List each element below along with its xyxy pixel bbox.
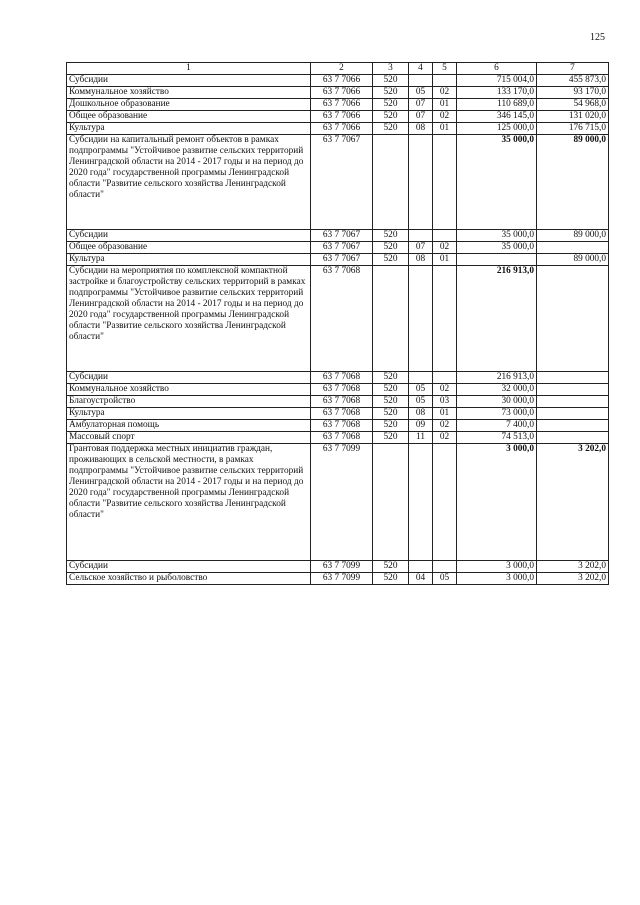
table-row <box>67 384 609 396</box>
row-value6-cell: 35 000,0 <box>457 135 537 230</box>
row-value6-cell: 346 145,0 <box>457 111 537 123</box>
row-value7-cell: 131 020,0 <box>537 111 609 123</box>
row-code-cell: 63 7 7099 <box>311 573 373 585</box>
row-code-cell: 63 7 7067 <box>311 242 373 254</box>
row-rz-cell <box>409 266 433 372</box>
row-code-cell: 63 7 7068 <box>311 420 373 432</box>
row-pr-cell <box>433 230 457 242</box>
row-rz-cell: 07 <box>409 242 433 254</box>
row-vr-cell: 520 <box>373 372 409 384</box>
row-pr-cell: 01 <box>433 408 457 420</box>
row-vr-cell: 520 <box>373 396 409 408</box>
row-value7-cell: 54 968,0 <box>537 99 609 111</box>
row-code-cell: 63 7 7066 <box>311 99 373 111</box>
row-rz-cell: 08 <box>409 254 433 266</box>
row-pr-cell: 02 <box>433 242 457 254</box>
row-value6-cell: 74 513,0 <box>457 432 537 444</box>
row-value6-cell: 216 913,0 <box>457 266 537 372</box>
row-vr-cell <box>373 444 409 561</box>
row-code-cell: 63 7 7099 <box>311 444 373 561</box>
row-rz-cell: 11 <box>409 432 433 444</box>
row-code-cell: 63 7 7068 <box>311 396 373 408</box>
table-row <box>67 432 609 444</box>
row-value6-cell <box>457 254 537 266</box>
row-code-cell: 63 7 7068 <box>311 266 373 372</box>
row-value7-cell: 455 873,0 <box>537 75 609 87</box>
row-name-cell: Субсидии на мероприятия по комплексной компактной застройке и благоустройству сельских территорий в рамках подпрограммы "Устойчивое развитие сельских территорий Ленинградской области на 2014 - 2017 годы и на период до 2020 года" государственной программы Ленинградской области "Развитие сельского хозяйства Ленинградской области" <box>67 266 311 372</box>
row-pr-cell <box>433 135 457 230</box>
row-value6-cell: 3 000,0 <box>457 561 537 573</box>
row-value7-cell: 93 170,0 <box>537 87 609 99</box>
row-code-cell: 63 7 7067 <box>311 254 373 266</box>
row-vr-cell: 520 <box>373 123 409 135</box>
row-value6-cell: 715 004,0 <box>457 75 537 87</box>
row-value6-cell: 216 913,0 <box>457 372 537 384</box>
row-value6-cell: 125 000,0 <box>457 123 537 135</box>
row-value6-cell: 73 000,0 <box>457 408 537 420</box>
table-row <box>67 444 609 561</box>
row-value6-cell: 110 689,0 <box>457 99 537 111</box>
row-name-cell: Дошкольное образование <box>67 99 311 111</box>
row-value7-cell: 3 202,0 <box>537 573 609 585</box>
table-row <box>67 99 609 111</box>
row-rz-cell: 08 <box>409 123 433 135</box>
row-rz-cell: 04 <box>409 573 433 585</box>
row-value6-cell: 3 000,0 <box>457 573 537 585</box>
row-pr-cell: 02 <box>433 420 457 432</box>
row-pr-cell: 05 <box>433 573 457 585</box>
row-value6-cell: 30 000,0 <box>457 396 537 408</box>
header-col-6: 6 <box>457 63 537 75</box>
row-vr-cell: 520 <box>373 242 409 254</box>
row-name-cell: Культура <box>67 254 311 266</box>
row-value7-cell <box>537 432 609 444</box>
row-pr-cell <box>433 75 457 87</box>
row-vr-cell: 520 <box>373 408 409 420</box>
row-value7-cell <box>537 396 609 408</box>
row-pr-cell: 02 <box>433 432 457 444</box>
row-name-cell: Субсидии на капитальный ремонт объектов в рамках подпрограммы "Устойчивое развитие сельских территорий Ленинградской области на 2014 - 2017 годы и на период до 2020 года" государственной программы Ленинградской области "Развитие сельского хозяйства Ленинградской области" <box>67 135 311 230</box>
row-value7-cell: 89 000,0 <box>537 230 609 242</box>
row-name-cell: Культура <box>67 123 311 135</box>
row-vr-cell: 520 <box>373 75 409 87</box>
row-code-cell: 63 7 7068 <box>311 372 373 384</box>
row-code-cell: 63 7 7066 <box>311 75 373 87</box>
table-row <box>67 123 609 135</box>
row-name-cell: Грантовая поддержка местных инициатив граждан, проживающих в сельской местности, в рамках подпрограммы "Устойчивое развитие сельских территорий Ленинградской области на 2014 - 2017 годы и на период до 2020 года" государственной программы Ленинградской области "Развитие сельского хозяйства Ленинградской области" <box>67 444 311 561</box>
row-value7-cell: 3 202,0 <box>537 561 609 573</box>
row-rz-cell: 07 <box>409 99 433 111</box>
row-pr-cell <box>433 372 457 384</box>
row-rz-cell: 09 <box>409 420 433 432</box>
row-pr-cell: 01 <box>433 123 457 135</box>
row-vr-cell <box>373 266 409 372</box>
row-vr-cell: 520 <box>373 87 409 99</box>
row-name-cell: Субсидии <box>67 561 311 573</box>
row-value7-cell <box>537 408 609 420</box>
row-value6-cell: 35 000,0 <box>457 230 537 242</box>
row-value7-cell <box>537 242 609 254</box>
row-vr-cell: 520 <box>373 99 409 111</box>
header-col-1: 1 <box>67 63 311 75</box>
row-value7-cell <box>537 384 609 396</box>
row-vr-cell: 520 <box>373 420 409 432</box>
page-number: 125 <box>590 32 605 43</box>
row-name-cell: Коммунальное хозяйство <box>67 384 311 396</box>
row-value6-cell: 3 000,0 <box>457 444 537 561</box>
row-vr-cell: 520 <box>373 230 409 242</box>
row-rz-cell <box>409 230 433 242</box>
row-name-cell: Амбулаторная помощь <box>67 420 311 432</box>
row-pr-cell: 02 <box>433 384 457 396</box>
table-row <box>67 408 609 420</box>
table-row <box>67 135 609 230</box>
header-col-5: 5 <box>433 63 457 75</box>
table-row <box>67 87 609 99</box>
row-name-cell: Сельское хозяйство и рыболовство <box>67 573 311 585</box>
table-row <box>67 242 609 254</box>
row-name-cell: Субсидии <box>67 230 311 242</box>
row-name-cell: Массовый спорт <box>67 432 311 444</box>
row-vr-cell: 520 <box>373 432 409 444</box>
row-rz-cell <box>409 372 433 384</box>
row-code-cell: 63 7 7066 <box>311 87 373 99</box>
row-code-cell: 63 7 7067 <box>311 230 373 242</box>
row-vr-cell: 520 <box>373 254 409 266</box>
row-name-cell: Благоустройство <box>67 396 311 408</box>
row-code-cell: 63 7 7068 <box>311 384 373 396</box>
row-rz-cell: 05 <box>409 396 433 408</box>
header-col-3: 3 <box>373 63 409 75</box>
row-value6-cell: 32 000,0 <box>457 384 537 396</box>
row-value7-cell: 89 000,0 <box>537 135 609 230</box>
row-pr-cell: 02 <box>433 111 457 123</box>
row-value7-cell: 89 000,0 <box>537 254 609 266</box>
row-name-cell: Культура <box>67 408 311 420</box>
table-row <box>67 266 609 372</box>
row-code-cell: 63 7 7067 <box>311 135 373 230</box>
row-code-cell: 63 7 7099 <box>311 561 373 573</box>
row-name-cell: Субсидии <box>67 372 311 384</box>
row-pr-cell: 01 <box>433 99 457 111</box>
row-vr-cell: 520 <box>373 111 409 123</box>
row-rz-cell: 05 <box>409 87 433 99</box>
row-value7-cell <box>537 372 609 384</box>
row-vr-cell <box>373 135 409 230</box>
table-row <box>67 111 609 123</box>
row-pr-cell <box>433 266 457 372</box>
header-col-7: 7 <box>537 63 609 75</box>
row-vr-cell: 520 <box>373 561 409 573</box>
table-row <box>67 75 609 87</box>
row-code-cell: 63 7 7068 <box>311 432 373 444</box>
row-name-cell: Общее образование <box>67 111 311 123</box>
row-value7-cell: 176 715,0 <box>537 123 609 135</box>
row-rz-cell <box>409 75 433 87</box>
table-row <box>67 230 609 242</box>
row-name-cell: Коммунальное хозяйство <box>67 87 311 99</box>
row-pr-cell: 03 <box>433 396 457 408</box>
table-row <box>67 372 609 384</box>
row-rz-cell <box>409 561 433 573</box>
header-col-4: 4 <box>409 63 433 75</box>
row-value6-cell: 35 000,0 <box>457 242 537 254</box>
row-value7-cell <box>537 420 609 432</box>
row-vr-cell: 520 <box>373 384 409 396</box>
row-pr-cell <box>433 444 457 561</box>
row-name-cell: Общее образование <box>67 242 311 254</box>
row-rz-cell: 05 <box>409 384 433 396</box>
row-code-cell: 63 7 7068 <box>311 408 373 420</box>
table-header-row <box>67 63 609 75</box>
budget-table <box>66 62 609 585</box>
row-value6-cell: 133 170,0 <box>457 87 537 99</box>
row-code-cell: 63 7 7066 <box>311 123 373 135</box>
row-pr-cell: 01 <box>433 254 457 266</box>
table-row <box>67 396 609 408</box>
row-vr-cell: 520 <box>373 573 409 585</box>
table-row <box>67 254 609 266</box>
row-code-cell: 63 7 7066 <box>311 111 373 123</box>
table-row <box>67 420 609 432</box>
row-rz-cell <box>409 135 433 230</box>
row-name-cell: Субсидии <box>67 75 311 87</box>
row-rz-cell: 08 <box>409 408 433 420</box>
row-value7-cell: 3 202,0 <box>537 444 609 561</box>
row-value7-cell <box>537 266 609 372</box>
row-value6-cell: 7 400,0 <box>457 420 537 432</box>
row-rz-cell: 07 <box>409 111 433 123</box>
header-col-2: 2 <box>311 63 373 75</box>
table-row <box>67 573 609 585</box>
row-pr-cell <box>433 561 457 573</box>
table-row <box>67 561 609 573</box>
row-rz-cell <box>409 444 433 561</box>
row-pr-cell: 02 <box>433 87 457 99</box>
